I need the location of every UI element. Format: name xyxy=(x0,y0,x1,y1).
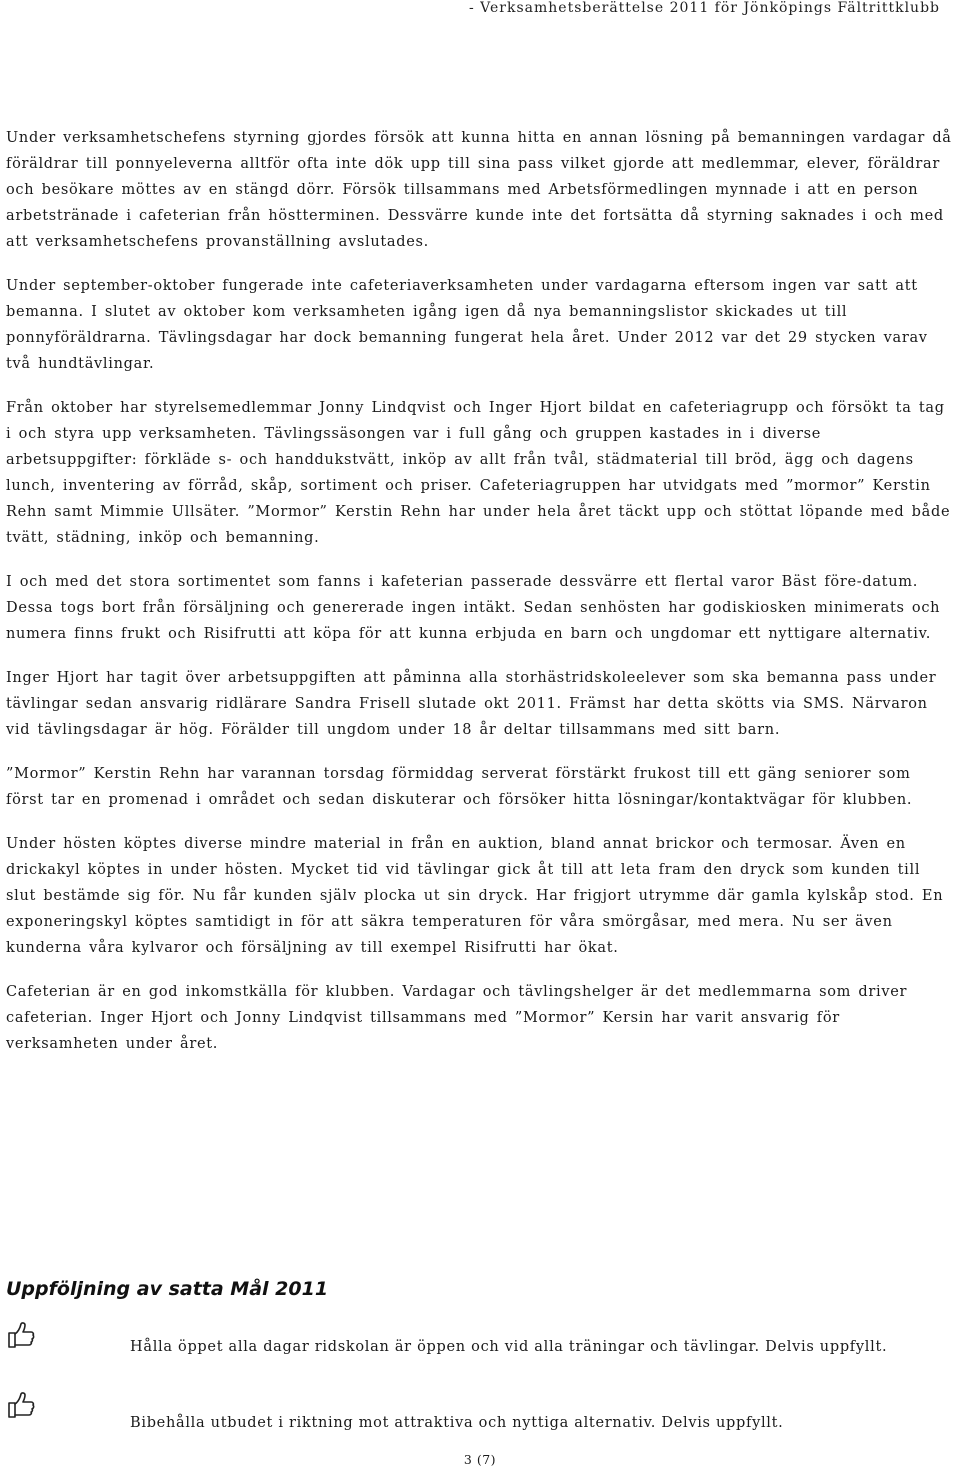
paragraph-reminders: Inger Hjort har tagit över arbetsuppgiften att påminna alla storhästridskoleelever som ska bemanna pass under tävlingar sedan ansvarig ridlärare Sandra Frisell slutade okt 2011. Främst har detta skötts via SMS. Närvaron vid tävlingsdagar är hög. Förälder till ungdom under 18 år deltar tillsammans med sitt barn. xyxy=(6,670,937,738)
document-header: - Verksamhetsberättelse 2011 för Jönköpings Fältrittklubb xyxy=(469,0,940,16)
thumbs-up-icon xyxy=(6,1320,36,1350)
paragraph-autumn: Under september-oktober fungerade inte cafeteriaverksamheten under vardagarna eftersom ingen var satt att bemanna. I slutet av oktober kom verksamheten igång igen då nya bemanningslistor skickades ut till ponnyföräldrarna. Tävlingsdagar har dock bemanning fungerat hela året. Under 2012 var det 29 stycken varav två hundtävlingar. xyxy=(6,278,928,372)
goal-text: Bibehålla utbudet i riktning mot attraktiva och nyttiga alternativ. Delvis uppfyllt. xyxy=(130,1415,784,1431)
paragraph-breakfast: ”Mormor” Kerstin Rehn har varannan torsdag förmiddag serverat förstärkt frukost till ett gäng seniorer som först tar en promenad i området och sedan diskuterar och försöker hitta lösningar/kontaktvägar för klubben. xyxy=(6,766,913,808)
paragraph-cafeteria-group: Från oktober har styrelsemedlemmar Jonny Lindqvist och Inger Hjort bildat en cafeteriagrupp och försökt ta tag i och styra upp verksamheten. Tävlingssäsongen var i full gång och gruppen kastades in i diverse arbetsuppgifter: förkläde s- och handdukstvätt, inköp av allt från tvål, städmaterial till bröd, ägg och dagens lunch, inventering av förråd, skåp, sortiment och priser. Cafeteriagruppen har utvidgats med ”mormor” Kerstin Rehn samt Mimmie Ullsäter. ”Mormor” Kerstin Rehn har under hela året täckt upp och stöttat löpande med både tvätt, städning, inköp och bemanning. xyxy=(6,400,951,546)
goal-text: Hålla öppet alla dagar ridskolan är öppen och vid alla träningar och tävlingar. Delvis uppfyllt. xyxy=(130,1339,888,1355)
section-heading: Uppföljning av satta Mål 2011 xyxy=(6,1278,329,1300)
paragraph-equipment: Under hösten köptes diverse mindre material in från en auktion, bland annat brickor och termosar. Även en drickakyl köptes in under hösten. Mycket tid vid tävlingar gick åt till att leta fram den dryck som kunden till slut bestämde sig för. Nu får kunden själv plocka ut sin dryck. Har frigjort utrymme där gamla kylskåp stod. En exponeringskyl köptes samtidigt in för att säkra temperaturen för våra smörgåsar, med mera. Nu ser även kunderna våra kylvaror och försäljning av till exempel Risifrutti har ökat. xyxy=(6,836,944,956)
paragraph-income: Cafeterian är en god inkomstkälla för klubben. Vardagar och tävlingshelger är det medlemmarna som driver cafeterian. Inger Hjort och Jonny Lindqvist tillsammans med ”Mormor” Kersin har varit ansvarig för verksamheten under året. xyxy=(6,984,908,1052)
paragraph-staffing: Under verksamhetschefens styrning gjordes försök att kunna hitta en annan lösning på bemanningen vardagar då föräldrar till ponnyeleverna alltför ofta inte dök upp till sina pass vilket gjorde att medlemmar, elever, föräldrar och besökare möttes av en stängd dörr. Försök tillsammans med Arbetsförmedlingen mynnade i att en person arbetstränade i cafeterian från höstterminen. Dessvärre kunde inte det fortsätta då styrning saknades i och med att verksamhetschefens provanställning avslutades. xyxy=(6,130,952,250)
paragraph-assortment: I och med det stora sortimentet som fanns i kafeterian passerade dessvärre ett flertal varor Bäst före-datum. Dessa togs bort från försäljning och genererade ingen intäkt. Sedan senhösten har godiskiosken minimerats och numera finns frukt och Risifrutti att köpa för att kunna erbjuda en barn och ungdomar ett nyttigare alternativ. xyxy=(6,574,941,642)
page-number: 3 (7) xyxy=(463,1452,497,1467)
body-text xyxy=(6,125,952,1075)
thumbs-up-icon xyxy=(6,1390,36,1420)
